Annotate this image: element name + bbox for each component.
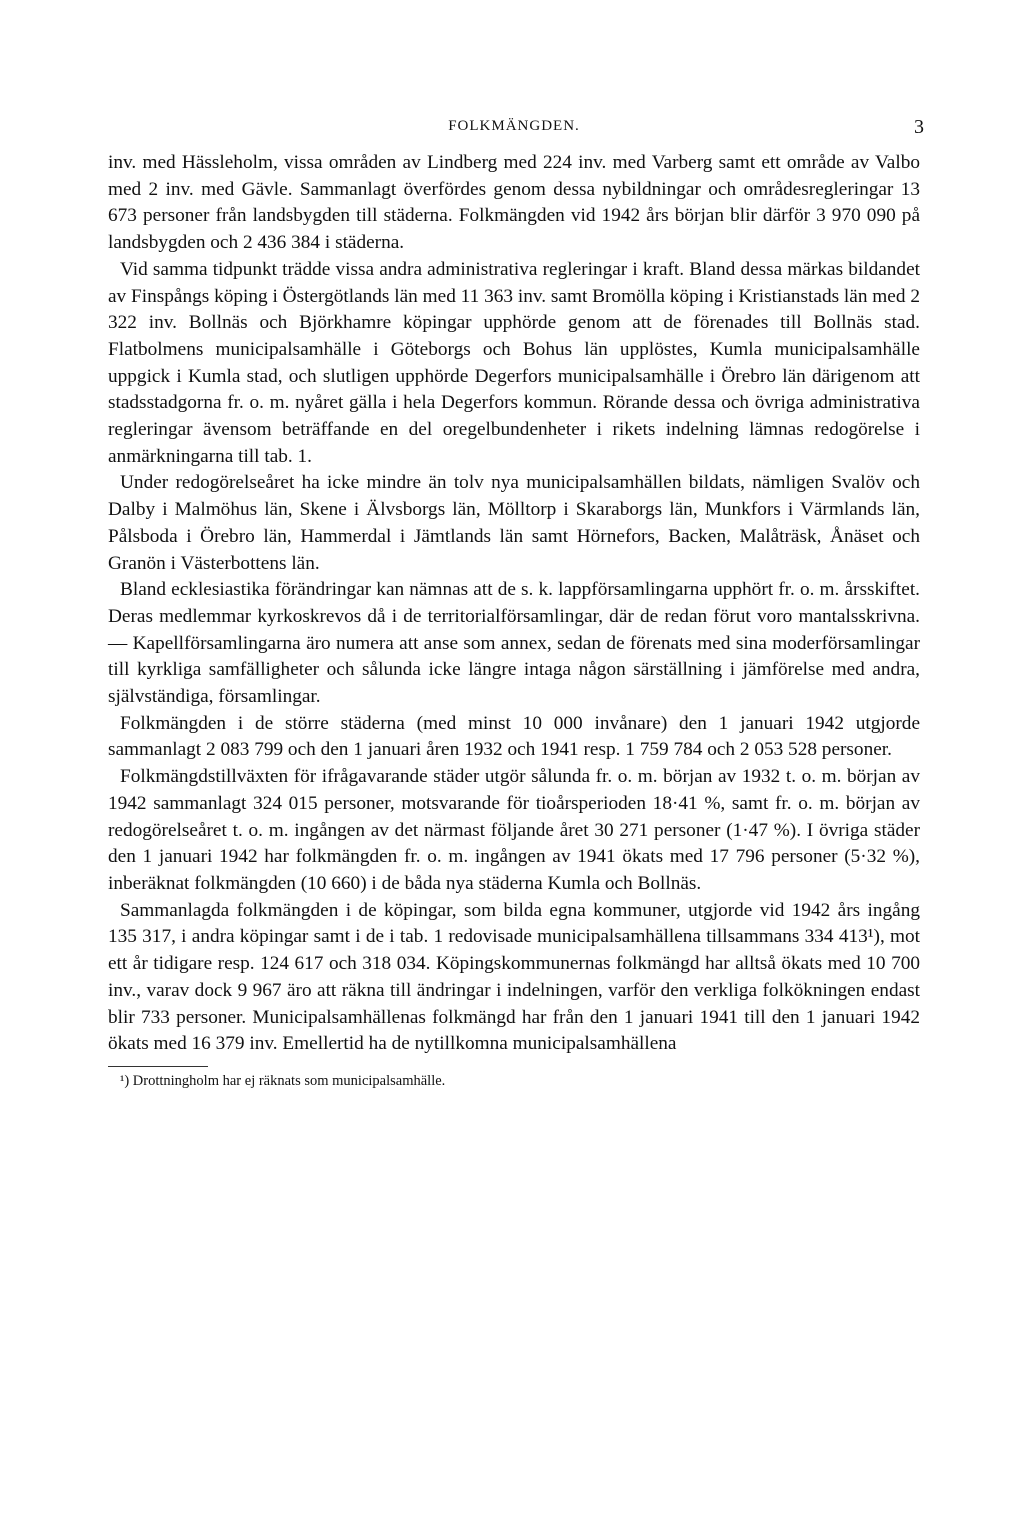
paragraph: Sammanlagda folkmängden i de köpingar, som bilda egna kommuner, utgjorde vid 1942 års ingång 135 317, i andra köpingar samt i de i tab. 1 redovisade municipalsamhällena tillsammans 334 413¹), mot ett år tidigare resp. 124 617 och 318 034. Köpingskommunernas folkmängd har alltså ökats med 10 700 inv., varav dock 9 967 äro att räkna till ändringar i indelningen, varför den verkliga folkökningen endast blir 733 personer. Municipalsamhällenas folkmängd har från den 1 januari 1941 till den 1 januari 1942 ökats med 16 379 inv. Emellertid ha de nytillkomna municipalsamhällena	[108, 899, 920, 1055]
footnote-divider	[108, 1066, 208, 1067]
running-title: FOLKMÄNGDEN.	[448, 118, 580, 134]
paragraph: Bland ecklesiastika förändringar kan nämnas att de s. k. lappförsamlingarna upphört fr. o. m. årsskiftet. Deras medlemmar kyrkoskrevos då i de territorialförsamlingar, där de redan förut voro mantalsskrivna. — Kapellförsamlingarna äro numera att anse som annex, sedan de förenats med sina moderförsamlingar till kyrkliga samfälligheter och sålunda icke längre intaga någon särställning i jämförelse med andra, självständiga, församlingar.	[108, 579, 920, 708]
paragraph: inv. med Hässleholm, vissa områden av Lindberg med 224 inv. med Varberg samt ett område av Valbo med 2 inv. med Gävle. Sammanlagt överfördes genom dessa nybildningar och områdesregleringar 13 673 personer från landsbygden till städerna. Folkmängden vid 1942 års början blir därför 3 970 090 på landsbygden och 2 436 384 i städerna.	[108, 152, 920, 254]
paragraph: Folkmängdstillväxten för ifrågavarande städer utgör sålunda fr. o. m. början av 1932 t. o. m. början av 1942 sammanlagt 324 015 personer, motsvarande för tioårsperioden 18·41 %, samt fr. o. m. början av redogörelseåret t. o. m. ingången av det närmast följande året 30 271 personer (1·47 %). I övriga städer den 1 januari 1942 har folkmängden fr. o. m. ingången av 1941 ökats med 17 796 personer (5·32 %), inberäknat folkmängden (10 660) i de båda nya städerna Kumla och Bollnäs.	[108, 766, 920, 894]
paragraph: Folkmängden i de större städerna (med minst 10 000 invånare) den 1 januari 1942 utgjorde sammanlagt 2 083 799 och den 1 januari åren 1932 och 1941 resp. 1 759 784 och 2 053 528 personer.	[108, 712, 920, 761]
paragraph: Under redogörelseåret ha icke mindre än tolv nya municipalsamhällen bildats, nämligen Svalöv och Dalby i Malmöhus län, Skene i Älvsborgs län, Mölltorp i Skaraborgs län, Munkfors i Värmlands län, Pålsboda i Örebro län, Hammerdal i Jämtlands län samt Hörnefors, Backen, Malåträsk, Ånäset och Granön i Västerbottens län.	[108, 472, 920, 574]
page-number: 3	[914, 116, 924, 138]
footnote: ¹) Drottningholm har ej räknats som municipalsamhälle.	[120, 1072, 446, 1089]
running-head	[108, 116, 924, 144]
body-text	[108, 150, 920, 1058]
document-page	[108, 116, 924, 1091]
paragraph: Vid samma tidpunkt trädde vissa andra administrativa regleringar i kraft. Bland dessa märkas bildandet av Finspångs köping i Östergötlands län med 11 363 inv. samt Bromölla köping i Kristianstads län med 2 322 inv. Bollnäs och Björkhamre köpingar upphörde genom att de förenades till Bollnäs stad. Flatbolmens municipalsamhälle i Göteborgs och Bohus län upplöstes, Kumla municipalsamhälle uppgick i Kumla stad, och slutligen upphörde Degerfors municipalsamhälle i Örebro län därigenom att stadsstadgorna fr. o. m. nyåret gälla i hela Degerfors kommun. Rörande dessa och övriga administrativa regleringar ävensom beträffande en del oregelbundenheter i rikets indelning lämnas redogörelse i anmärkningarna till tab. 1.	[108, 258, 920, 467]
